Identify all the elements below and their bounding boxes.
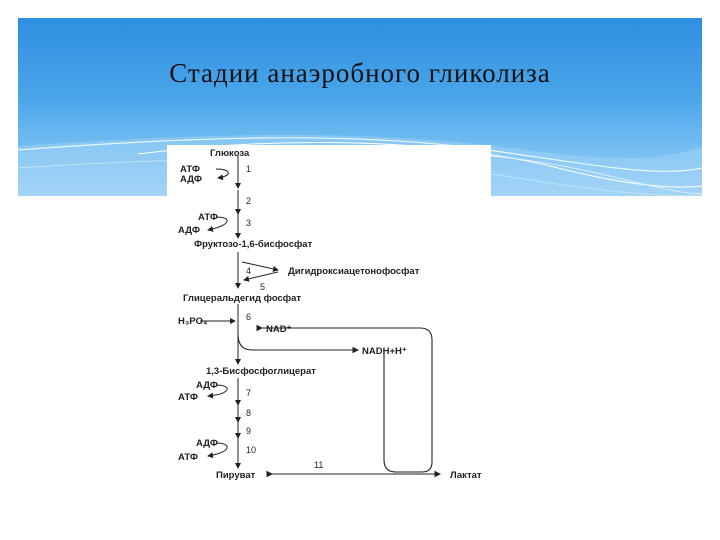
glyceraldehyde-phosphate-label: Глицеральдегид фосфат	[183, 293, 302, 304]
step-number-1: 1	[246, 164, 252, 174]
nadh-label: NADH+H⁺	[362, 346, 407, 357]
atp-label-4: АТФ	[178, 452, 198, 463]
slide-title: Стадии анаэробного гликолиза	[169, 58, 551, 88]
atp-label-3: АТФ	[178, 392, 198, 403]
step-number-5: 5	[260, 282, 266, 292]
step-number-3: 3	[246, 218, 252, 228]
atp-label-2: АТФ	[198, 212, 218, 223]
bisphosphoglycerate-label: 1,3-Бисфосфоглицерат	[206, 366, 316, 377]
step-number-2: 2	[246, 196, 252, 206]
step-number-7: 7	[246, 388, 252, 398]
lactate-label: Лактат	[450, 470, 482, 481]
atp-label-1: АТФ	[180, 164, 200, 175]
step-number-6: 6	[246, 312, 252, 322]
nad-label: NAD⁺	[266, 324, 292, 335]
phosphoric-acid-label: H₃PO₄	[178, 316, 208, 327]
step-number-8: 8	[246, 408, 252, 418]
adp-label-3: АДФ	[196, 380, 218, 391]
dihydroxyacetone-phosphate-label: Дигидроксиацетонофосфат	[288, 266, 420, 277]
step-number-10: 10	[246, 445, 257, 455]
pyruvate-label: Пируват	[216, 470, 256, 481]
step-number-4: 4	[246, 266, 252, 276]
step-number-9: 9	[246, 426, 252, 436]
adp-label-4: АДФ	[196, 438, 218, 449]
adp-label-1: АДФ	[180, 174, 202, 185]
adp-label-2: АДФ	[178, 225, 200, 236]
fructose-bisphosphate-label: Фруктозо-1,6-бисфосфат	[194, 239, 313, 250]
glucose-label: Глюкоза	[210, 148, 250, 159]
step-number-11: 11	[314, 460, 324, 470]
